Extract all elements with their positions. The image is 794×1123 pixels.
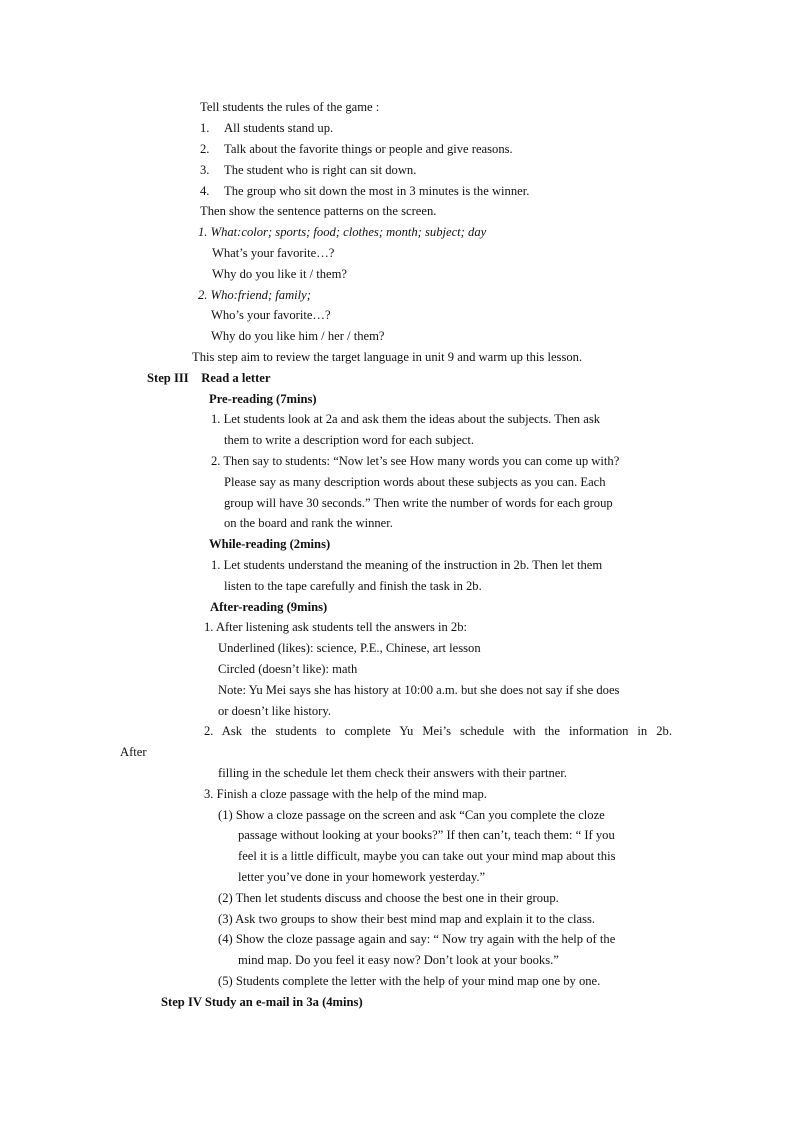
cloze-step-2: (2) Then let students discuss and choose the best one in their group.	[218, 891, 559, 905]
after-reading-item-2-wrap: After	[120, 745, 147, 759]
after-reading-heading: After-reading (9mins)	[210, 600, 328, 614]
cloze-step-4-cont: mind map. Do you feel it easy now? Don’t look at your books.”	[238, 953, 559, 967]
rule-item	[200, 141, 513, 157]
cloze-step-1: (1) Show a cloze passage on the screen and ask “Can you complete the cloze	[218, 808, 605, 822]
rule-item	[200, 120, 333, 136]
step-aim-text: This step aim to review the target language in unit 9 and warm up this lesson.	[192, 350, 583, 364]
rule-text: The student who is right can sit down.	[224, 163, 417, 177]
answer-note: Note: Yu Mei says she has history at 10:00 a.m. but she does not say if she does	[218, 683, 620, 697]
rule-number: 1.	[200, 121, 210, 135]
pattern-who-reason: Why do you like him / her / them?	[211, 329, 385, 343]
show-patterns-text: Then show the sentence patterns on the screen.	[200, 204, 437, 218]
rule-item	[200, 162, 416, 178]
rule-text: The group who sit down the most in 3 minutes is the winner.	[224, 184, 530, 198]
rules-heading: Tell students the rules of the game :	[200, 100, 380, 114]
after-reading-item-2: 2. Ask the students to complete Yu Mei’s schedule with the information in 2b.	[204, 724, 672, 738]
answer-note-cont: or doesn’t like history.	[218, 704, 331, 718]
step-3-heading: Step III Read a letter	[147, 371, 271, 385]
step-4-heading: Step IV Study an e-mail in 3a (4mins)	[161, 995, 363, 1009]
pre-reading-item-2-cont: Please say as many description words about these subjects as you can. Each	[224, 475, 606, 489]
answer-underlined: Underlined (likes): science, P.E., Chinese, art lesson	[218, 641, 481, 655]
rule-number: 4.	[200, 184, 210, 198]
pattern-what-question: What’s your favorite…?	[212, 246, 335, 260]
after-reading-item-2-cont: filling in the schedule let them check their answers with their partner.	[218, 766, 568, 780]
pattern-what-reason: Why do you like it / them?	[212, 267, 348, 281]
rule-number: 2.	[200, 142, 210, 156]
rule-number: 3.	[200, 163, 210, 177]
while-reading-item-1: 1. Let students understand the meaning of the instruction in 2b. Then let them	[211, 558, 603, 572]
pre-reading-heading: Pre-reading (7mins)	[209, 392, 317, 406]
while-reading-heading: While-reading (2mins)	[209, 537, 331, 551]
pattern-who-question: Who’s your favorite…?	[211, 308, 331, 322]
while-reading-item-1-cont: listen to the tape carefully and finish the task in 2b.	[224, 579, 482, 593]
cloze-step-5: (5) Students complete the letter with the help of your mind map one by one.	[218, 974, 601, 988]
after-reading-item-3: 3. Finish a cloze passage with the help of the mind map.	[204, 787, 487, 801]
cloze-step-1-cont: feel it is a little difficult, maybe you can take out your mind map about this	[238, 849, 616, 863]
cloze-step-1-cont: passage without looking at your books?” If then can’t, teach them: “ If you	[238, 828, 615, 842]
pre-reading-item-2-cont: on the board and rank the winner.	[224, 516, 393, 530]
pattern-what-heading: 1. What:color; sports; food; clothes; month; subject; day	[198, 225, 487, 239]
pre-reading-item-2-cont: group will have 30 seconds.” Then write the number of words for each group	[224, 496, 613, 510]
cloze-step-1-cont: letter you’ve done in your homework yesterday.”	[238, 870, 486, 884]
pre-reading-item-2: 2. Then say to students: “Now let’s see How many words you can come up with?	[211, 454, 620, 468]
after-reading-item-1: 1. After listening ask students tell the answers in 2b:	[204, 620, 468, 634]
pattern-who-heading: 2. Who:friend; family;	[198, 288, 311, 302]
rule-item	[200, 183, 529, 199]
pre-reading-item-1-cont: them to write a description word for each subject.	[224, 433, 475, 447]
pre-reading-item-1: 1. Let students look at 2a and ask them the ideas about the subjects. Then ask	[211, 412, 601, 426]
answer-circled: Circled (doesn’t like): math	[218, 662, 358, 676]
rule-text: All students stand up.	[224, 121, 334, 135]
cloze-step-4: (4) Show the cloze passage again and say: “ Now try again with the help of the	[218, 932, 616, 946]
rule-text: Talk about the favorite things or people and give reasons.	[224, 142, 513, 156]
cloze-step-3: (3) Ask two groups to show their best mind map and explain it to the class.	[218, 912, 596, 926]
